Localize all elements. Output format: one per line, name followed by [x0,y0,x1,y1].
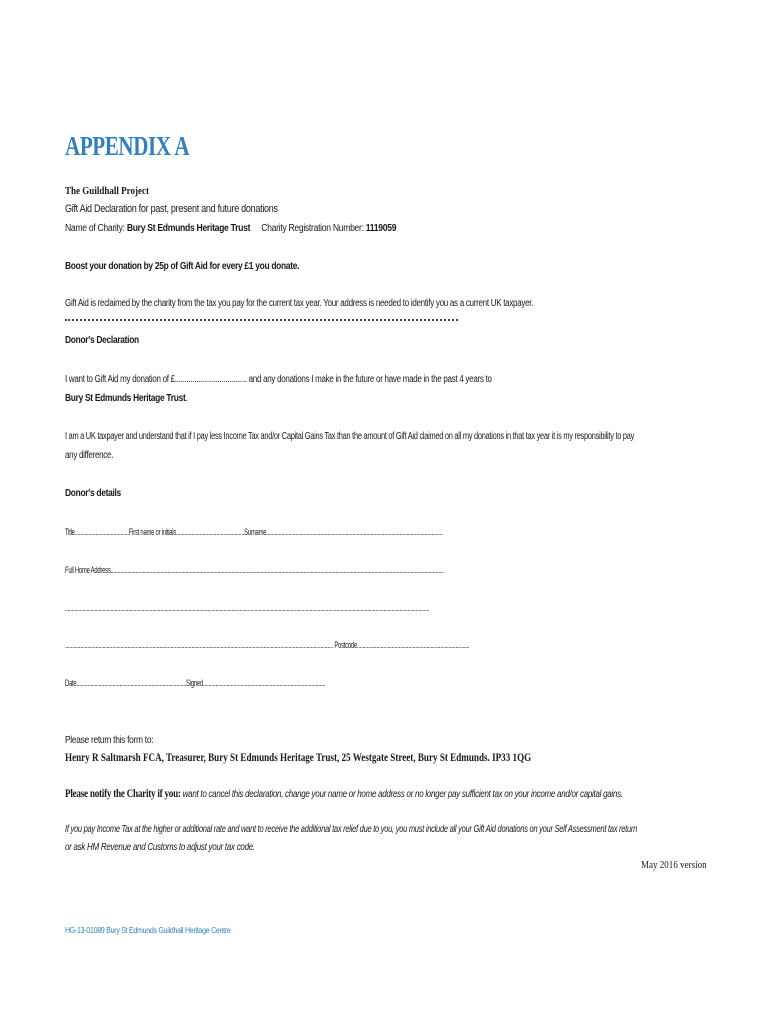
declaration-line: I want to Gift Aid my donation of £..................................... and any donations I make in the future or have made in the past 4 years to [65,374,492,385]
address-field-line-2[interactable]: ............................................................................................................................................................................................................................................................................... [65,603,430,614]
notify-line [65,788,623,800]
charity-reg-label: Charity Registration Number: [261,223,364,234]
address-field-line[interactable]: Full Home Address................................................................................................................................................................................................................................................ [65,565,444,576]
footer-reference: HG-13-01089 Bury St Edmunds Guildhall Heritage Centre [65,925,231,935]
notify-label: Please notify the Charity if you: [65,788,181,800]
higher-rate-line-1: If you pay Income Tax at the higher or additional rate and want to receive the additional tax relief due to you, you must include all your Gift Aid donations on your Self Assessment tax return [65,824,638,835]
charity-name: Bury St Edmunds Heritage Trust [126,223,251,234]
declaration-title: Donor's Declaration [65,335,139,346]
higher-rate-line-2: or ask HM Revenue and Customs to adjust your tax code. [65,842,255,853]
intro-text: Gift Aid is reclaimed by the charity from the tax you pay for the current tax year. Your address is needed to identify you as a current UK taxpayer. [65,298,534,309]
subtitle: Gift Aid Declaration for past, present and future donations [65,203,278,215]
charity-line [65,223,396,234]
details-title: Donor's details [65,488,121,499]
trust-name: Bury St Edmunds Heritage Trust [65,393,186,404]
date-signed-field-line[interactable]: Date...............................................................................Signed........................................................................................ [65,678,326,689]
return-address: Henry R Saltmarsh FCA, Treasurer, Bury St Edmunds Heritage Trust, 25 Westgate Street, Bury St Edmunds. IP33 1QG [65,752,532,764]
taxpayer-line-2: any difference. [65,450,114,461]
trust-period: . [185,393,188,404]
notify-text: want to cancel this declaration, change your name or home address or no longer pay sufficient tax on your income and/or capital gains. [182,789,623,800]
boost-text: Boost your donation by 25p of Gift Aid for every £1 you donate. [65,261,300,272]
charity-name-label: Name of Charity: [65,223,125,234]
project-title: The Guildhall Project [65,185,150,197]
postcode-field-line[interactable]: ................................................................................................................................................................................................. Postcode................................................................................. [65,640,470,651]
page-heading: APPENDIX A [65,131,190,161]
taxpayer-line-1: I am a UK taxpayer and understand that if I pay less Income Tax and/or Capital Gains Tax than the amount of Gift Aid claimed on all my donations in that tax year it is my responsibility to pay [65,431,635,442]
return-label: Please return this form to: [65,735,154,746]
trust-name-line [65,393,188,404]
name-field-line[interactable]: Title.......................................First name or initials.................................................Surname............................................................................................................................... [65,527,443,538]
dotted-divider [65,319,458,321]
charity-reg-number: 1119059 [365,223,397,234]
version-label: May 2016 version [641,859,707,871]
